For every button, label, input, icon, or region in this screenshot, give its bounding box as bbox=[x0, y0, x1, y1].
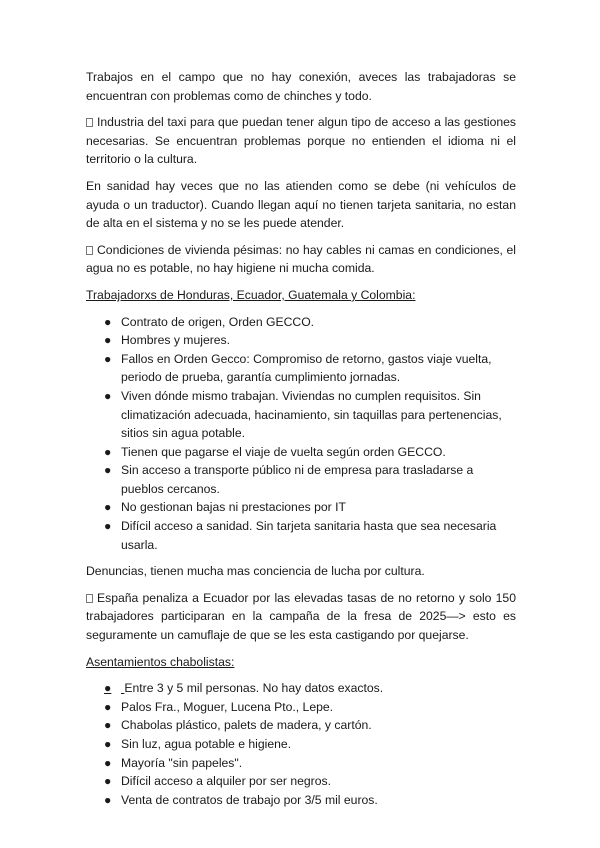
paragraph-sanidad: En sanidad hay veces que no las atienden como se debe (ni vehículos de ayuda o un traductor). Cuando llegan aquí no tienen tarjeta sanitaria, no estan de alta en el sistema y no se les puede atender. bbox=[86, 178, 516, 231]
paragraph-taxi: Industria del taxi para que puedan tener algun tipo de acceso a las gestiones necesarias. Se encuentran problemas porque no entienden el idioma ni el territorio o la cultura. bbox=[86, 115, 516, 167]
checkbox-glyph-icon bbox=[86, 594, 93, 603]
list-item: ● Chabolas plástico, palets de madera, y cartón. bbox=[86, 716, 516, 735]
list-item: ● Hombres y mujeres. bbox=[86, 331, 516, 350]
paragraph-ecuador: España penaliza a Ecuador por las elevadas tasas de no retorno y solo 150 trabajadores participaran en la campaña de la fresa de 2025—> esto es seguramente un camuflaje de que se les esta castigando por quejarse. bbox=[86, 590, 516, 643]
list-item: ● Fallos en Orden Gecco: Compromiso de retorno, gastos viaje vuelta, periodo de prueba, garantía cumplimiento jornadas. bbox=[104, 351, 492, 385]
bullet-icon: ● bbox=[104, 519, 112, 534]
heading-asentamientos: Asentamientos chabolistas: bbox=[86, 654, 235, 669]
list-asentamientos bbox=[86, 679, 516, 809]
list-item: ● No gestionan bajas ni prestaciones por IT bbox=[86, 498, 516, 517]
paragraph-campo: Trabajos en el campo que no hay conexión, aveces las trabajadoras se encuentran con problemas como de chinches y todo. bbox=[86, 70, 516, 103]
paragraph-vivienda: Condiciones de vivienda pésimas: no hay cables ni camas en condiciones, el agua no es potable, no hay higiene ni mucha comida. bbox=[86, 242, 516, 276]
list-item: ● Contrato de origen, Orden GECCO. bbox=[86, 313, 516, 332]
list-trabajadores bbox=[86, 313, 516, 555]
list-item: ● Venta de contratos de trabajo por 3/5 mil euros. bbox=[86, 791, 516, 810]
bullet-icon: ● bbox=[104, 351, 112, 366]
checkbox-glyph-icon bbox=[86, 246, 93, 255]
list-item: ● Tienen que pagarse el viaje de vuelta según orden GECCO. bbox=[86, 443, 516, 462]
bullet-icon: ● bbox=[104, 774, 112, 789]
list-item: ● Palos Fra., Moguer, Lucena Pto., Lepe. bbox=[86, 698, 516, 717]
checkbox-glyph-icon bbox=[86, 118, 93, 127]
bullet-icon: ● bbox=[104, 314, 112, 329]
list-item: ● Entre 3 y 5 mil personas. No hay datos exactos. bbox=[86, 679, 516, 698]
paragraph-denuncias: Denuncias, tienen mucha mas conciencia de lucha por cultura. bbox=[86, 564, 425, 579]
bullet-icon: ● bbox=[104, 444, 112, 459]
bullet-icon: ● bbox=[104, 333, 112, 348]
bullet-icon: ● bbox=[104, 755, 112, 770]
bullet-icon: ● bbox=[104, 388, 112, 403]
list-item: ● Mayoría "sin papeles". bbox=[86, 754, 516, 773]
bullet-icon: ● bbox=[104, 737, 112, 751]
bullet-icon: ● bbox=[104, 681, 112, 696]
bullet-icon: ● bbox=[104, 718, 112, 733]
list-item: ● Sin acceso a transporte público ni de empresa para trasladarse a pueblos cercanos. bbox=[104, 463, 474, 496]
list-item: ● Difícil acceso a alquiler por ser negros. bbox=[86, 772, 516, 791]
heading-trabajadores: Trabajadorxs de Honduras, Ecuador, Guatemala y Colombia: bbox=[86, 287, 416, 302]
bullet-icon: ● bbox=[104, 500, 112, 515]
bullet-icon: ● bbox=[104, 699, 112, 714]
document-page bbox=[86, 68, 516, 817]
bullet-icon: ● bbox=[104, 792, 112, 807]
list-item: ● Difícil acceso a sanidad. Sin tarjeta sanitaria hasta que sea necesaria usarla. bbox=[104, 519, 497, 552]
list-item: ● Sin luz, agua potable e higiene. bbox=[86, 735, 516, 754]
list-item: ● Viven dónde mismo trabajan. Viviendas no cumplen requisitos. Sin climatización adecuada, hacinamiento, sin taquillas para pertenencias, sitios sin agua potable. bbox=[104, 388, 502, 441]
bullet-icon: ● bbox=[104, 463, 112, 478]
